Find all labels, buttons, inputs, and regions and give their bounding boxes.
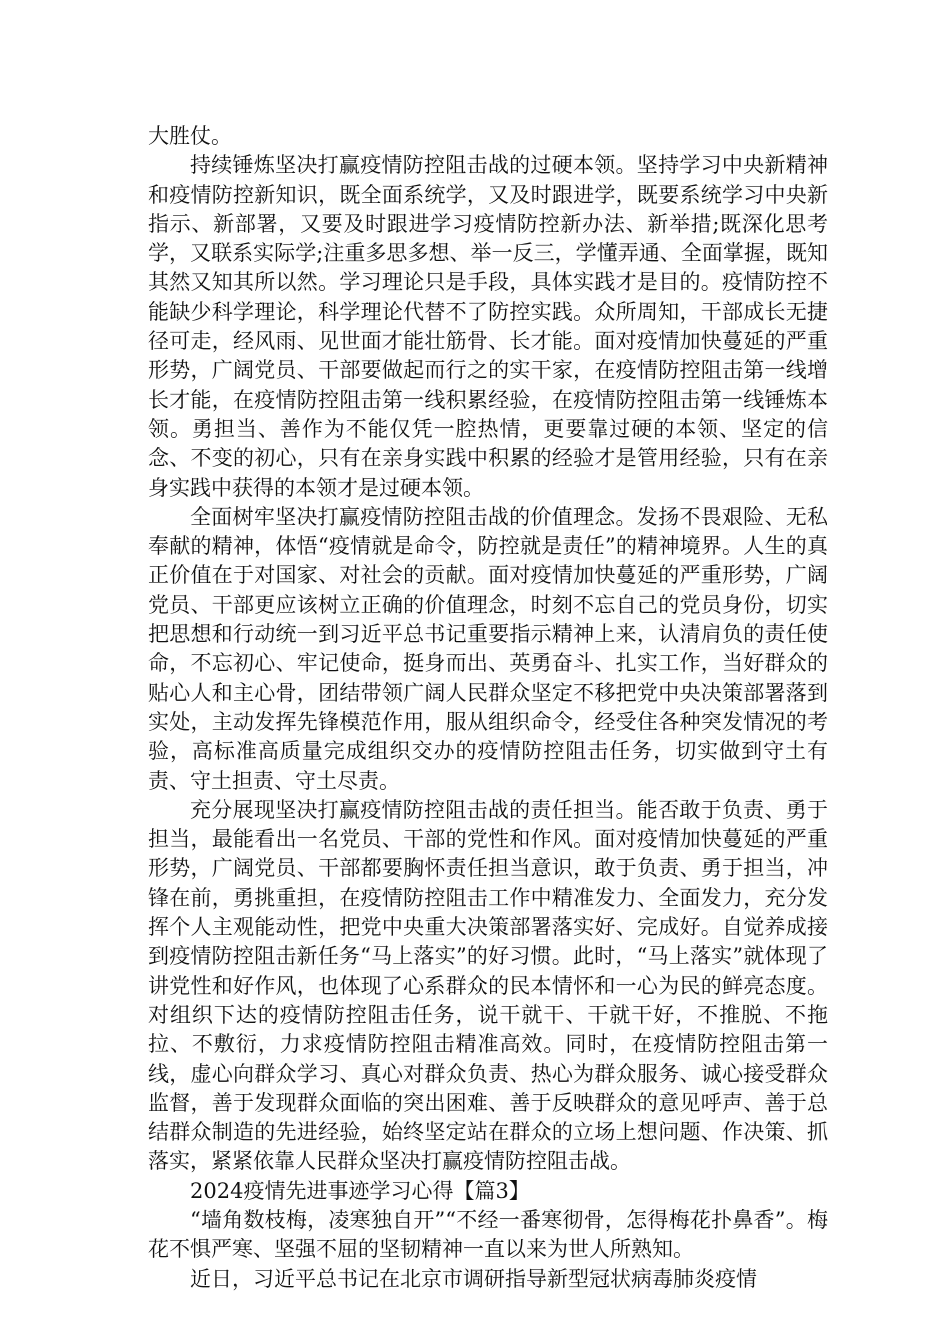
- paragraph-plum-poem: “墙角数枝梅，凌寒独自开”“不经一番寒彻骨，怎得梅花扑鼻香”。梅花不惧严寒、坚强不屈的坚韧精神一直以来为世人所熟知。: [148, 1207, 828, 1262]
- paragraph-skills: 持续锤炼坚决打赢疫情防控阻击战的过硬本领。坚持学习中央新精神和疫情防控新知识，既全面系统学，又及时跟进学，既要系统学习中央新指示、新部署，又要及时跟进学习疫情防控新办法、新举措;既深化思考学，又联系实际学;注重多思多想、举一反三，学懂弄通、全面掌握，既知其然又知其所以然。学习理论只是手段，具体实践才是目的。疫情防控不能缺少科学理论，科学理论代替不了防控实践。众所周知，干部成长无捷径可走，经风雨、见世面才能壮筋骨、长才能。面对疫情加快蔓延的严重形势，广阔党员、干部要做起而行之的实干家，在疫情防控阻击第一线增长才能，在疫情防控阻击第一线积累经验，在疫情防控阻击第一线锤炼本领。勇担当、善作为不能仅凭一腔热情，更要靠过硬的本领、坚定的信念、不变的初心，只有在亲身实践中积累的经验才是管用经验，只有在亲身实践中获得的本领才是过硬本领。: [148, 153, 828, 500]
- section-heading-part-3: 2024疫情先进事迹学习心得【篇3】: [190, 1178, 530, 1203]
- document-body: [148, 122, 828, 1294]
- paragraph-ending-victory: 大胜仗。: [148, 124, 232, 148]
- paragraph-recent-visit: 近日，习近平总书记在北京市调研指导新型冠状病毒肺炎疫情: [190, 1266, 757, 1291]
- paragraph-values: 全面树牢坚决打赢疫情防控阻击战的价值理念。发扬不畏艰险、无私奉献的精神，体悟“疫情就是命令，防控就是责任”的精神境界。人生的真正价值在于对国家、对社会的贡献。面对疫情加快蔓延的严重形势，广阔党员、干部更应该树立正确的价值理念，时刻不忘自己的党员身份，切实把思想和行动统一到习近平总书记重要指示精神上来，认清肩负的责任使命，不忘初心、牢记使命，挺身而出、英勇奋斗、扎实工作，当好群众的贴心人和主心骨，团结带领广阔人民群众坚定不移把党中央决策部署落到实处，主动发挥先锋模范作用，服从组织命令，经受住各种突发情况的考验，高标准高质量完成组织交办的疫情防控阻击任务，切实做到守土有责、守土担责、守土尽责。: [148, 504, 828, 793]
- paragraph-responsibility: 充分展现坚决打赢疫情防控阻击战的责任担当。能否敢于负责、勇于担当，最能看出一名党员、干部的党性和作风。面对疫情加快蔓延的严重形势，广阔党员、干部都要胸怀责任担当意识，敢于负责、勇于担当，冲锋在前，勇挑重担，在疫情防控阻击工作中精准发力、全面发力，充分发挥个人主观能动性，把党中央重大决策部署落实好、完成好。自觉养成接到疫情防控阻击新任务“马上落实”的好习惯。此时，“马上落实”就体现了讲党性和好作风，也体现了心系群众的民本情怀和一心为民的鲜亮态度。对组织下达的疫情防控阻击任务，说干就干、干就干好，不推脱、不拖拉、不敷衍，力求疫情防控阻击精准高效。同时，在疫情防控阻击第一线，虚心向群众学习、真心对群众负责、热心为群众服务、诚心接受群众监督，善于发现群众面临的突出困难、善于反映群众的意见呼声、善于总结群众制造的先进经验，始终坚定站在群众的立场上想问题、作决策、抓落实，紧紧依靠人民群众坚决打赢疫情防控阻击战。: [148, 797, 828, 1174]
